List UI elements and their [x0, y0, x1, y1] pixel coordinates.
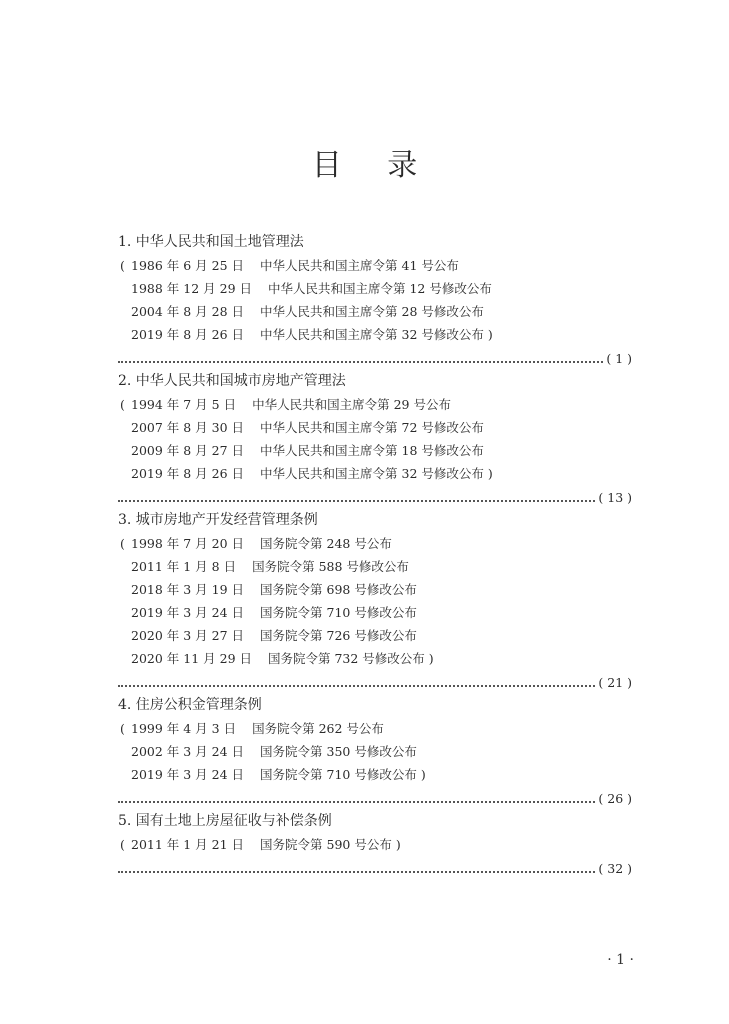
publication-date: 2004 年 8 月 28 日	[131, 304, 245, 319]
toc-page-ref[interactable]: ( 32 )	[598, 861, 632, 876]
publication-date: 2019 年 8 月 26 日	[131, 466, 245, 481]
toc-page-ref[interactable]: ( 26 )	[598, 791, 632, 806]
toc-entry-title[interactable]: 3. 城市房地产开发经营管理条例	[118, 512, 318, 528]
page-leader	[118, 670, 632, 692]
publication-order: 国务院令第 248 号公布	[260, 536, 392, 551]
toc-entry-title[interactable]: 2. 中华人民共和国城市房地产管理法	[118, 373, 346, 389]
page-number: · 1 ·	[607, 952, 634, 968]
publication-date: 2002 年 3 月 24 日	[131, 744, 245, 759]
publication-line	[118, 439, 632, 462]
publication-date: 2020 年 3 月 27 日	[131, 628, 245, 643]
publication-line	[118, 555, 632, 578]
publication-date: 2019 年 8 月 26 日	[131, 327, 245, 342]
publication-date: 2011 年 1 月 8 日	[131, 559, 237, 574]
publication-date: 2020 年 11 月 29 日	[131, 651, 252, 666]
toc-entry-title[interactable]: 5. 国有土地上房屋征收与补偿条例	[118, 813, 332, 829]
publication-line	[118, 416, 632, 439]
toc-page-ref[interactable]: ( 21 )	[598, 675, 632, 690]
publication-order: 国务院令第 710 号修改公布	[260, 767, 417, 782]
publication-order: 中华人民共和国主席令第 18 号修改公布	[260, 443, 484, 458]
dot-leader	[118, 801, 595, 803]
dot-leader	[118, 685, 595, 687]
publication-order: 国务院令第 726 号修改公布	[260, 628, 417, 643]
dot-leader	[118, 871, 595, 873]
publication-date: 1998 年 7 月 20 日	[131, 536, 245, 551]
toc-page-ref[interactable]: ( 13 )	[598, 490, 632, 505]
toc-page-ref[interactable]: ( 1 )	[606, 351, 632, 366]
publication-line: ( 1994 年 7 月 5 日 中华人民共和国主席令第 29 号公布	[118, 393, 632, 416]
toc-entry[interactable]	[118, 810, 632, 878]
publication-line	[118, 578, 632, 601]
dot-leader	[118, 500, 595, 502]
publication-line	[118, 624, 632, 647]
publication-order: 国务院令第 262 号公布	[252, 721, 384, 736]
publication-date: 2009 年 8 月 27 日	[131, 443, 245, 458]
publication-date: 1986 年 6 月 25 日	[131, 258, 245, 273]
publication-order: 中华人民共和国主席令第 41 号公布	[260, 258, 459, 273]
toc-entry[interactable]	[118, 370, 632, 507]
publication-line	[118, 300, 632, 323]
table-of-contents	[118, 231, 632, 880]
publication-order: 中华人民共和国主席令第 28 号修改公布	[260, 304, 484, 319]
publication-order: 国务院令第 732 号修改公布	[268, 651, 425, 666]
publication-order: 中华人民共和国主席令第 32 号修改公布	[260, 327, 484, 342]
publication-line	[118, 601, 632, 624]
page-leader	[118, 346, 632, 368]
publication-line: ( 2011 年 1 月 21 日 国务院令第 590 号公布 )	[118, 833, 632, 856]
publication-line: 2019 年 8 月 26 日 中华人民共和国主席令第 32 号修改公布 )	[118, 462, 632, 485]
publication-date: 2011 年 1 月 21 日	[131, 837, 245, 852]
publication-line	[118, 277, 632, 300]
page-title: 目 录	[311, 148, 436, 183]
toc-entry[interactable]	[118, 509, 632, 692]
publication-line: 2020 年 11 月 29 日 国务院令第 732 号修改公布 )	[118, 647, 632, 670]
publication-order: 国务院令第 350 号修改公布	[260, 744, 417, 759]
toc-entry[interactable]	[118, 231, 632, 368]
publication-date: 2007 年 8 月 30 日	[131, 420, 245, 435]
publication-order: 中华人民共和国主席令第 32 号修改公布	[260, 466, 484, 481]
publication-date: 2018 年 3 月 19 日	[131, 582, 245, 597]
page-leader	[118, 786, 632, 808]
publication-line: ( 1998 年 7 月 20 日 国务院令第 248 号公布	[118, 532, 632, 555]
publication-date: 2019 年 3 月 24 日	[131, 767, 245, 782]
publication-line	[118, 740, 632, 763]
dot-leader	[118, 361, 603, 363]
publication-order: 国务院令第 698 号修改公布	[260, 582, 417, 597]
publication-line: 2019 年 8 月 26 日 中华人民共和国主席令第 32 号修改公布 )	[118, 323, 632, 346]
publication-line: 2019 年 3 月 24 日 国务院令第 710 号修改公布 )	[118, 763, 632, 786]
publication-line: ( 1999 年 4 月 3 日 国务院令第 262 号公布	[118, 717, 632, 740]
publication-line: ( 1986 年 6 月 25 日 中华人民共和国主席令第 41 号公布	[118, 254, 632, 277]
toc-entry-title[interactable]: 1. 中华人民共和国土地管理法	[118, 234, 304, 250]
publication-order: 国务院令第 590 号公布	[260, 837, 392, 852]
toc-entry[interactable]	[118, 694, 632, 808]
publication-date: 2019 年 3 月 24 日	[131, 605, 245, 620]
publication-order: 国务院令第 588 号修改公布	[252, 559, 409, 574]
publication-order: 中华人民共和国主席令第 12 号修改公布	[268, 281, 492, 296]
toc-entry-title[interactable]: 4. 住房公积金管理条例	[118, 697, 262, 713]
publication-date: 1988 年 12 月 29 日	[131, 281, 252, 296]
publication-order: 国务院令第 710 号修改公布	[260, 605, 417, 620]
publication-date: 1999 年 4 月 3 日	[131, 721, 237, 736]
page-leader	[118, 485, 632, 507]
publication-order: 中华人民共和国主席令第 72 号修改公布	[260, 420, 484, 435]
publication-date: 1994 年 7 月 5 日	[131, 397, 237, 412]
publication-order: 中华人民共和国主席令第 29 号公布	[252, 397, 451, 412]
page-leader	[118, 856, 632, 878]
